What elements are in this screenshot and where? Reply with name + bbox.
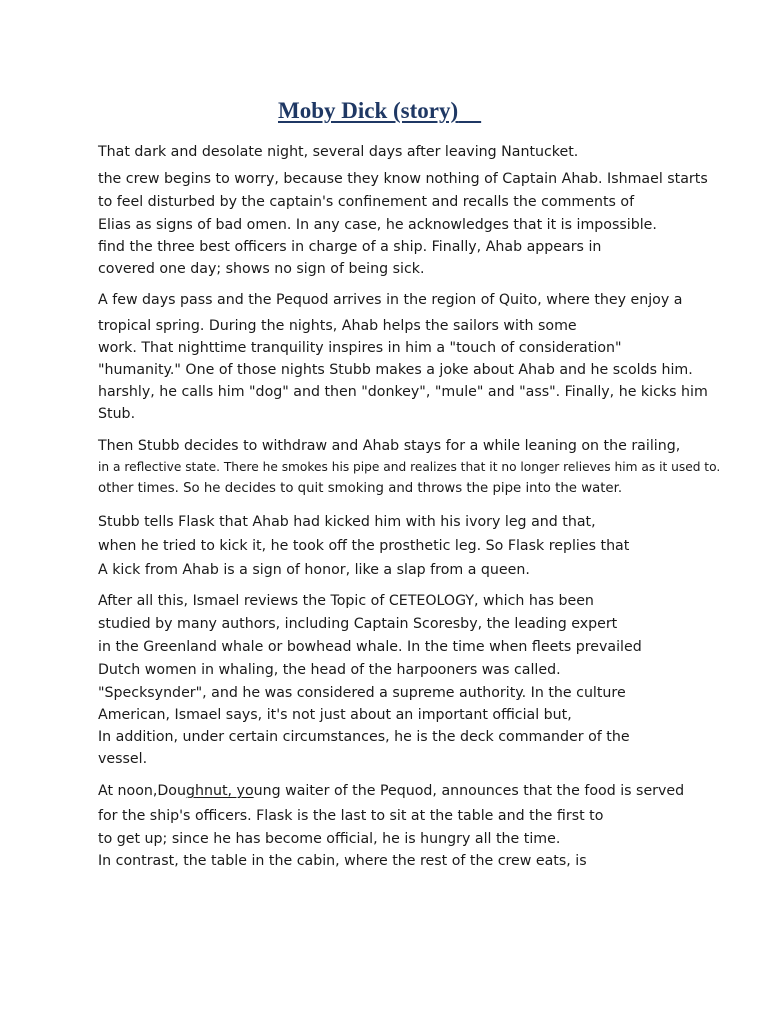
p3-line-6: Stub. [98,406,136,422]
p6-line-1: After all this, Ismael reviews the Topic of CETEOLOGY, which has been [98,593,594,609]
p3-line-4: "humanity." One of those nights Stubb makes a joke about Ahab and he scolds him. [98,362,693,378]
p2-line-3: Elias as signs of bad omen. In any case, he acknowledges that it is impossible. [98,217,657,233]
p6-line-5: "Specksynder", and he was considered a supreme authority. In the culture [98,685,626,701]
p7-line-1-start: At noon,Dou [98,783,186,799]
p2-line-1: the crew begins to worry, because they know nothing of Captain Ahab. Ishmael starts [98,171,708,187]
p5-line-2: when he tried to kick it, he took off the prosthetic leg. So Flask replies that [98,538,630,554]
p1-line-1: That dark and desolate night, several days after leaving Nantucket. [98,144,579,160]
p3-line-1: A few days pass and the Pequod arrives in the region of Quito, where they enjoy a [98,292,683,308]
p7-line-2: for the ship's officers. Flask is the last to sit at the table and the first to [98,808,604,824]
p3-line-3: work. That nighttime tranquility inspires in him a "touch of consideration" [98,340,622,356]
underlined-name: ghnut, yo [185,783,254,799]
p6-line-6: American, Ismael says, it's not just about an important official but, [98,707,572,723]
p5-line-1: Stubb tells Flask that Ahab had kicked him with his ivory leg and that, [98,514,596,530]
p3-line-2: tropical spring. During the nights, Ahab helps the sailors with some [98,318,577,334]
page-title: Moby Dick (story) [278,98,459,123]
p6-line-2: studied by many authors, including Captain Scoresby, the leading expert [98,616,618,632]
p4-line-3: other times. So he decides to quit smoking and throws the pipe into the water. [98,481,623,496]
p6-line-3: in the Greenland whale or bowhead whale. In the time when fleets prevailed [98,639,642,655]
p4-line-2: in a reflective state. There he smokes his pipe and realizes that it no longer relieves him as it used to. [98,460,721,474]
p6-line-7: In addition, under certain circumstances, he is the deck commander of the [98,729,630,745]
p2-line-2: to feel disturbed by the captain's confinement and recalls the comments of [98,194,635,210]
p7-line-4: In contrast, the table in the cabin, where the rest of the crew eats, is [98,853,587,869]
p2-line-4: find the three best officers in charge of a ship. Finally, Ahab appears in [98,239,602,255]
p2-line-5: covered one day; shows no sign of being sick. [98,261,425,277]
p7-line-3: to get up; since he has become official, he is hungry all the time. [98,831,561,847]
p3-line-5: harshly, he calls him "dog" and then "donkey", "mule" and "ass". Finally, he kicks him [98,384,708,400]
p7-line-1 [98,782,684,800]
p5-line-3: A kick from Ahab is a sign of honor, like a slap from a queen. [98,562,530,578]
p6-line-4: Dutch women in whaling, the head of the harpooners was called. [98,662,561,678]
p4-line-1: Then Stubb decides to withdraw and Ahab stays for a while leaning on the railing, [98,438,681,454]
p6-line-8: vessel. [98,751,148,767]
p7-line-1-end: ung waiter of the Pequod, announces that the food is served [253,783,685,799]
